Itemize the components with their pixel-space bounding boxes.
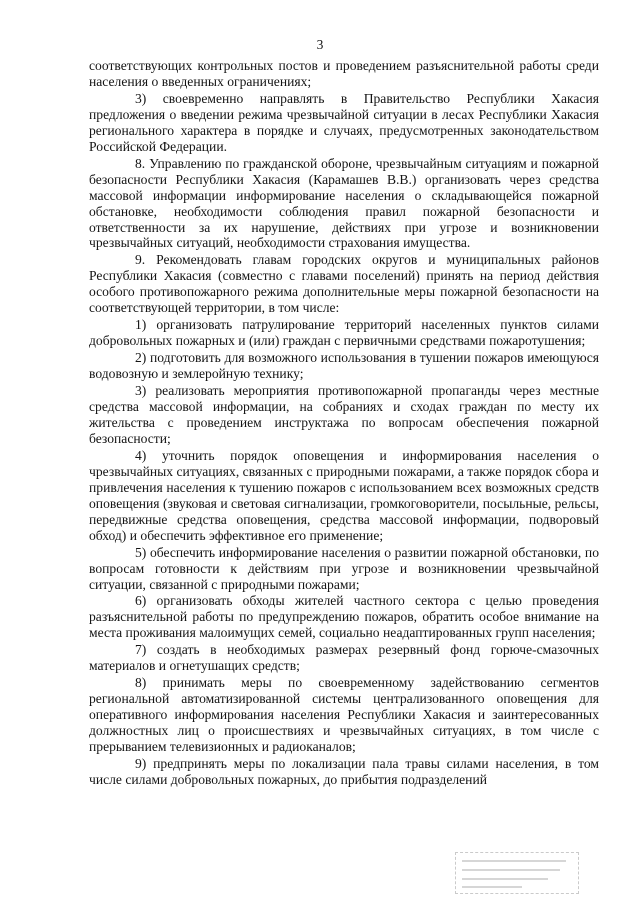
paragraph-subitem-9: 9) предпринять меры по локализации пала травы силами населения, в том числе силами добровольных пожарных, до прибытия подразделений (89, 755, 599, 787)
document-body (89, 58, 599, 789)
paragraph-subitem-4: 4) уточнить порядок оповещения и информирования населения о чрезвычайных ситуациях, связанных с природными пожарами, а также порядок сбора и привлечения населения к тушению пожаров с использованием всех возможных средств оповещения (звуковая и световая сигнализации, громкоговорители, посыльные, рельсы, передвижные средства оповещения, средства массовой информации, подворовый обход) и обеспечить эффективное его применение; (89, 447, 599, 543)
paragraph-subitem-2: 2) подготовить для возможного использования в тушении пожаров имеющуюся водовозную и землеройную технику; (89, 350, 599, 382)
paragraph-subitem-1: 1) организовать патрулирование территорий населенных пунктов силами добровольных пожарных и (или) граждан с первичными средствами пожаротушения; (89, 317, 599, 349)
paragraph-subitem-8: 8) принимать меры по своевременному задействованию сегментов региональной автоматизированной системы централизованного оповещения для оперативного информирования населения Республики Хакасия и заинтересованных должностных лиц о происшествиях и чрезвычайных ситуациях, в том числе с прерыванием телевизионных и радиоканалов; (89, 675, 599, 755)
paragraph-subitem-7: 7) создать в необходимых размерах резервный фонд горюче-смазочных материалов и огнетушащих средств; (89, 642, 599, 674)
paragraph-subitem-6: 6) организовать обходы жителей частного сектора с целью проведения разъяснительной работы по предупреждению пожаров, обратить особое внимание на места проживания малоимущих семей, социально неадаптированных групп населения; (89, 593, 599, 641)
paragraph-continuation: соответствующих контрольных постов и проведением разъяснительной работы среди населения о введенных ограничениях; (89, 58, 599, 89)
page-number: 3 (316, 37, 324, 52)
paragraph-clause-9: 9. Рекомендовать главам городских округов и муниципальных районов Республики Хакасия (совместно с главами поселений) принять на период действия особого противопожарного режима дополнительные меры пожарной безопасности на соответствующей территории, в том числе: (89, 252, 599, 316)
paragraph-subitem-5: 5) обеспечить информирование населения о развитии пожарной обстановки, по вопросам готовности к действиям при угрозе и возникновении чрезвычайной ситуации, связанной с природными пожарами; (89, 544, 599, 592)
paragraph-subitem-3: 3) реализовать мероприятия противопожарной пропаганды через местные средства массовой информации, на собраниях и сходах граждан по месту их жительства с проведением инструктажа по вопросам обеспечения пожарной безопасности; (89, 383, 599, 446)
paragraph-clause-8: 8. Управлению по гражданской обороне, чрезвычайным ситуациям и пожарной безопасности Республики Хакасия (Карамашев В.В.) организовать через средства массовой информации информирование населения о складывающейся пожарной обстановке, необходимости соблюдения правил пожарной безопасности и ответственности за их нарушение, действиях при угрозе и возникновении чрезвычайных ситуаций, необходимости страхования имущества. (89, 155, 599, 251)
paragraph-item-3-proposals: 3) своевременно направлять в Правительство Республики Хакасия предложения о введении режима чрезвычайной ситуации в лесах Республики Хакасия регионального характера в порядке и случаях, предусмотренных законодательством Российской Федерации. (89, 90, 599, 154)
faint-stamp-mark (455, 852, 579, 894)
